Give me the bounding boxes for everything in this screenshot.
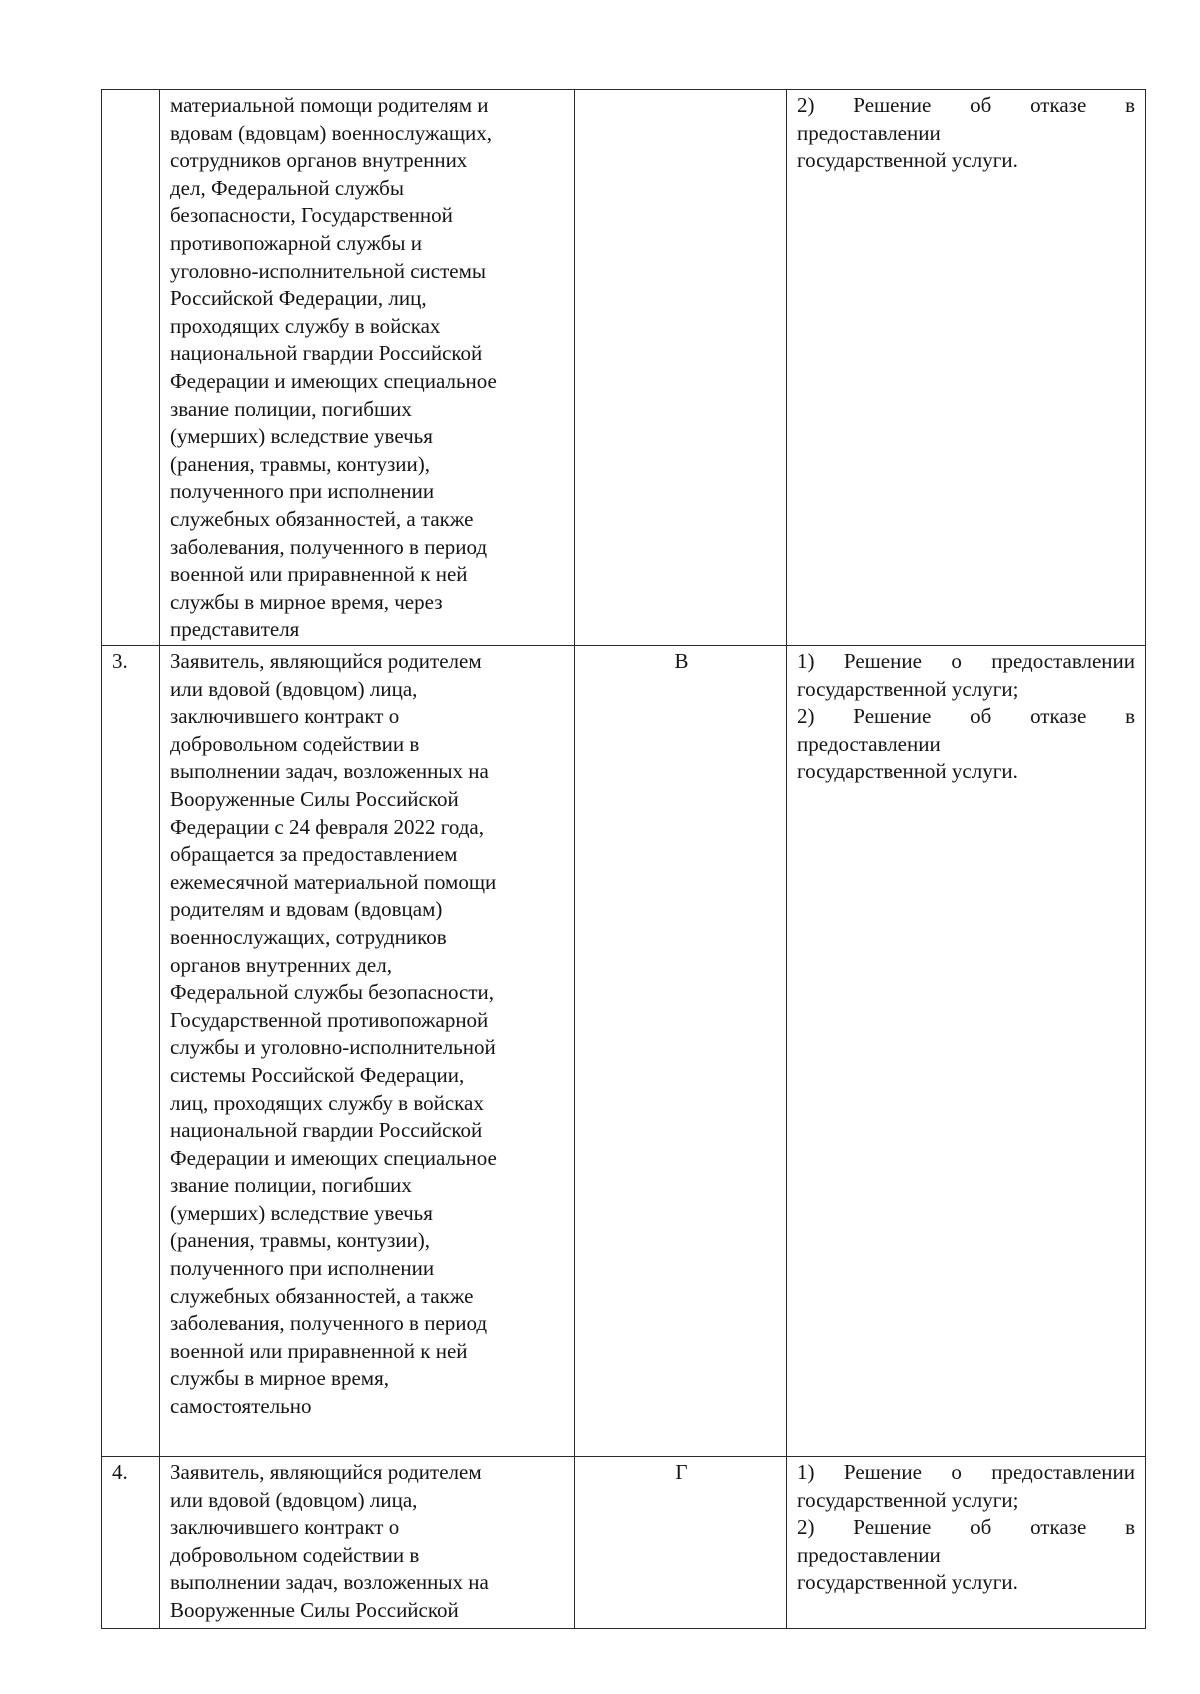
variant-code-cell: Г [575, 1457, 787, 1629]
description-line: добровольном содействии в [170, 731, 420, 756]
result-line: предоставлении [797, 731, 941, 756]
description-line: Государственной противопожарной [170, 1007, 489, 1032]
description-line: Заявитель, являющийся родителем [170, 1460, 482, 1484]
applicant-description-text [170, 648, 566, 1421]
description-line: заболевания, полученного в период [170, 534, 488, 559]
applicant-description-text [170, 92, 566, 644]
row-number-cell: 3. [102, 646, 160, 1457]
description-line: родителям и вдовам (вдовцам) [170, 897, 443, 922]
description-line: службы в мирное время, [170, 1366, 389, 1391]
description-line: служебных обязанностей, а также [170, 506, 474, 531]
result-cell [787, 90, 1146, 646]
description-line: лиц, проходящих службу в войсках [170, 1090, 484, 1115]
description-line: вдовам (вдовцам) военнослужащих, [170, 120, 493, 145]
description-line: органов внутренних дел, [170, 952, 392, 977]
description-line: Федеральной службы безопасности, [170, 980, 495, 1005]
document-table [101, 89, 1146, 1629]
description-line: военной или приравненной к ней [170, 1338, 468, 1363]
description-line: (умерших) вследствие увечья [170, 424, 433, 449]
description-line: Вооруженные Силы Российской [170, 1597, 459, 1622]
description-line: или вдовой (вдовцом) лица, [170, 1487, 418, 1512]
applicant-description-cell [160, 646, 575, 1457]
result-text [797, 1459, 1135, 1597]
description-line: ежемесячной материальной помощи [170, 869, 497, 894]
result-line: государственной услуги. [797, 148, 1018, 173]
variant-code-cell: В [575, 646, 787, 1457]
description-line: добровольном содействии в [170, 1542, 420, 1567]
description-line: выполнении задач, возложенных на [170, 1570, 489, 1595]
description-line: безопасности, Государственной [170, 203, 453, 228]
description-line: Заявитель, являющийся родителем [170, 649, 482, 673]
description-line: Федерации с 24 февраля 2022 года, [170, 814, 484, 839]
description-line: военнослужащих, сотрудников [170, 924, 447, 949]
description-line: национальной гвардии Российской [170, 341, 483, 366]
description-line: звание полиции, погибших [170, 396, 412, 421]
description-line: или вдовой (вдовцом) лица, [170, 676, 418, 701]
result-text [797, 648, 1135, 786]
result-cell [787, 1457, 1146, 1629]
result-line: предоставлении [797, 120, 941, 145]
description-line: служебных обязанностей, а также [170, 1283, 474, 1308]
description-line: (ранения, травмы, контузии), [170, 1228, 431, 1253]
table-row [102, 1457, 1146, 1629]
description-line: заболевания, полученного в период [170, 1311, 488, 1336]
description-line: дел, Федеральной службы [170, 175, 404, 200]
result-line: 1) Решение о предоставлении [797, 1460, 1135, 1484]
result-text [797, 92, 1135, 175]
description-line: Федерации и имеющих специальное [170, 1145, 497, 1170]
description-line: полученного при исполнении [170, 1256, 435, 1281]
description-line: системы Российской Федерации, [170, 1062, 465, 1087]
result-line: предоставлении [797, 1542, 941, 1567]
description-line: сотрудников органов внутренних [170, 148, 468, 173]
description-line: обращается за предоставлением [170, 842, 458, 867]
applicant-description-cell [160, 90, 575, 646]
applicant-description-cell [160, 1457, 575, 1629]
description-line: (умерших) вследствие увечья [170, 1200, 433, 1225]
description-line: материальной помощи родителям и [170, 93, 489, 117]
description-line: Российской Федерации, лиц, [170, 286, 427, 311]
table-row [102, 90, 1146, 646]
description-line: заключившего контракт о [170, 1515, 400, 1540]
result-line: государственной услуги. [797, 759, 1018, 784]
row-number-cell: 4. [102, 1457, 160, 1629]
description-line: проходящих службу в войсках [170, 313, 441, 338]
description-line: Вооруженные Силы Российской [170, 786, 459, 811]
description-line: службы в мирное время, через [170, 589, 443, 614]
result-line: 1) Решение о предоставлении [797, 649, 1135, 673]
description-line: (ранения, травмы, контузии), [170, 451, 431, 476]
result-cell [787, 646, 1146, 1457]
description-line: самостоятельно [170, 1394, 312, 1419]
result-line: государственной услуги; [797, 676, 1019, 701]
result-line: 2) Решение об отказе в [797, 1515, 1135, 1540]
applicant-description-text [170, 1459, 566, 1625]
description-line: службы и уголовно-исполнительной [170, 1035, 496, 1060]
description-line: уголовно-исполнительной системы [170, 258, 486, 283]
variant-code-cell [575, 90, 787, 646]
result-line: государственной услуги. [797, 1570, 1018, 1595]
result-line: 2) Решение об отказе в [797, 704, 1135, 729]
description-line: заключившего контракт о [170, 704, 400, 729]
description-line: военной или приравненной к ней [170, 562, 468, 587]
description-line: представителя [170, 617, 300, 642]
description-line: звание полиции, погибших [170, 1173, 412, 1198]
description-line: Федерации и имеющих специальное [170, 368, 497, 393]
description-line: выполнении задач, возложенных на [170, 759, 489, 784]
description-line: противопожарной службы и [170, 230, 422, 255]
description-line: национальной гвардии Российской [170, 1118, 483, 1143]
row-number-cell [102, 90, 160, 646]
description-line: полученного при исполнении [170, 479, 435, 504]
table-row [102, 646, 1146, 1457]
result-line: государственной услуги; [797, 1487, 1019, 1512]
result-line: 2) Решение об отказе в [797, 93, 1135, 117]
